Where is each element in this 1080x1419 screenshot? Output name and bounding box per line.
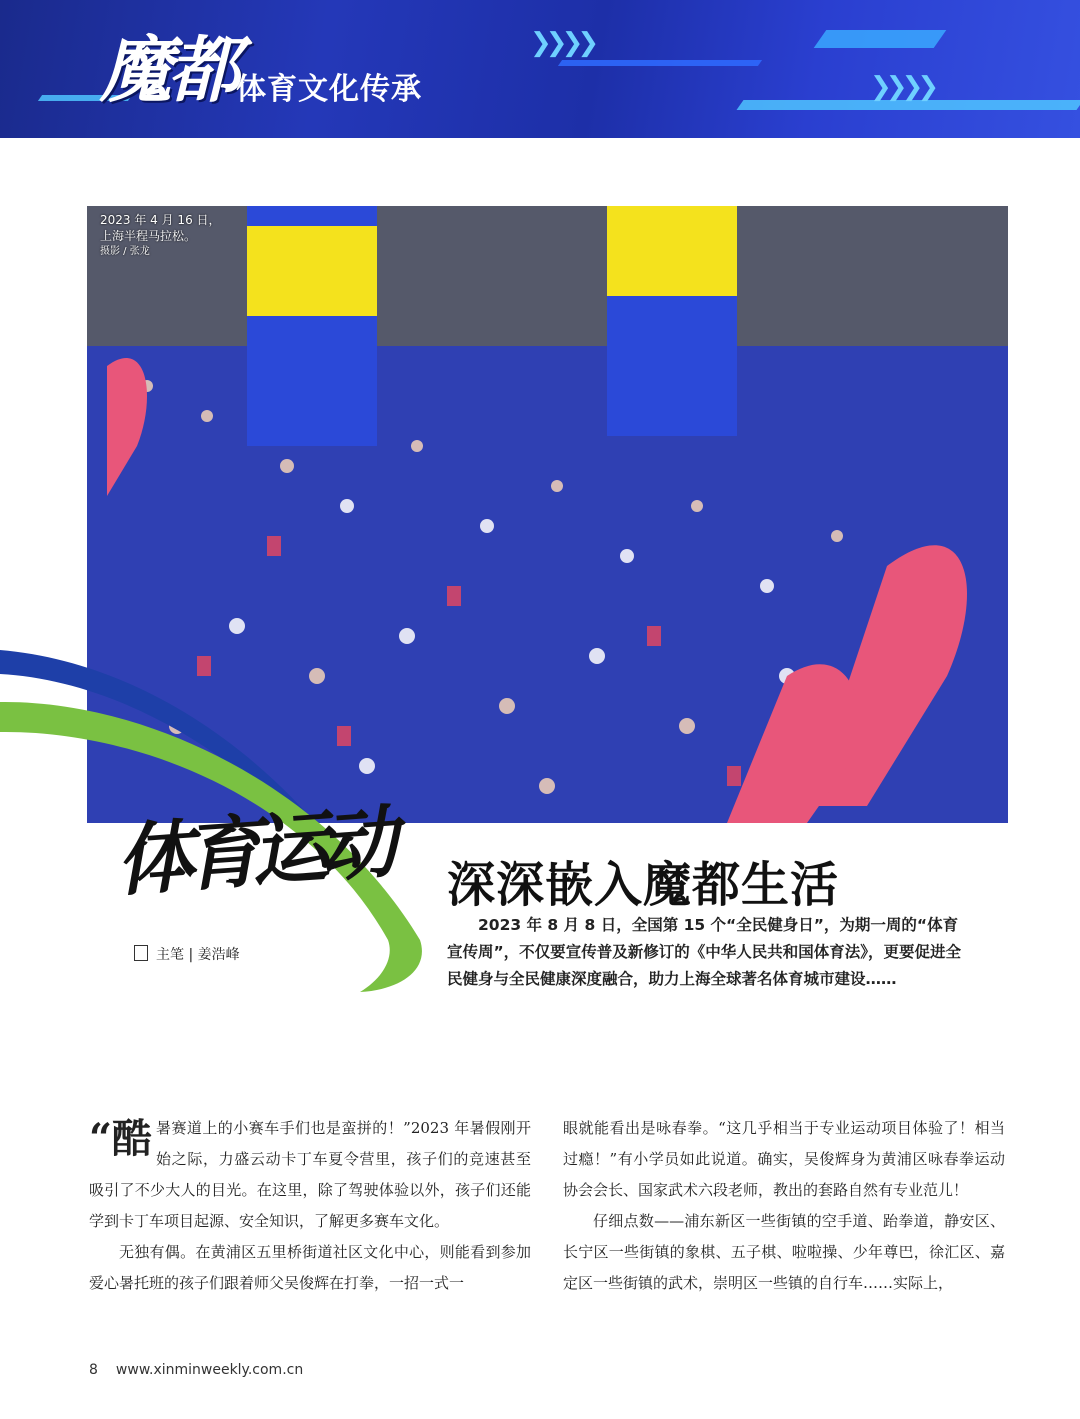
page-footer [89,1362,303,1378]
body-column-2 [563,1113,1005,1299]
article-headline: 深深嵌入魔都生活 [447,857,840,913]
body-paragraph: 眼就能看出是咏春拳。“这几乎相当于专业运动项目体验了！相当过瘾！”有小学员如此说道。确实，吴俊辉身为黄浦区咏春拳运动协会会长、国家武术六段老师，教出的套路自然有专业范儿！ [563,1119,1005,1199]
body-column-1 [89,1113,531,1299]
caption-line: 2023 年 4 月 16 日， [100,213,221,227]
caption-line: 上海半程马拉松。 [100,229,197,243]
chevron-decor-icon: ❯❯❯❯ [530,28,594,58]
author-label: 主笔 | 姜浩峰 [156,947,240,963]
chevron-decor-icon: ❯❯❯❯ [870,72,934,102]
section-banner [0,0,1080,138]
lede-text: 2023 年 8 月 8 日，全国第 15 个“全民健身日”，为期一周的“体育宣传周”，不仅要宣传普及新修订的《中华人民共和国体育法》，更要促进全民健身与全民健康深度融合，助力上海全球著名体育城市建设…… [447,916,961,988]
section-title: 体育文化传承 [236,72,422,107]
author-byline [134,944,240,964]
banner-stripe [558,60,762,66]
drop-cap: “酷 [89,1115,153,1162]
photo-credit: 摄影 / 张龙 [100,246,150,257]
website-url: www.xinminweekly.com.cn [115,1362,304,1378]
photo-caption [100,212,221,260]
body-paragraph: 仔细点数——浦东新区一些街镇的空手道、跆拳道，静安区、长宁区一些街镇的象棋、五子棋、啦啦操、少年尊巴，徐汇区、嘉定区一些街镇的武术，崇明区一些镇的自行车……实际上， [563,1212,1005,1292]
banner-stripe [814,30,947,48]
calligraphy-title: 体育运动 [112,797,391,908]
body-paragraph [89,1113,531,1237]
page-number: 8 [89,1362,98,1378]
document-icon [134,945,148,961]
paragraph-text: 暑赛道上的小赛车手们也是蛮拼的！”2023 年暑假刚开始之际，力盛云动卡丁车夏令营里，孩子们的竞速甚至吸引了不少大人的目光。在这里，除了驾驶体验以外，孩子们还能学到卡丁车项目起源、安全知识，了解更多赛车文化。 [89,1119,531,1230]
body-paragraph: 无独有偶。在黄浦区五里桥街道社区文化中心，则能看到参加爱心暑托班的孩子们跟着师父吴俊辉在打拳，一招一式一 [89,1243,531,1292]
article-lede [447,912,967,993]
magazine-brand: 魔都 [100,27,237,112]
